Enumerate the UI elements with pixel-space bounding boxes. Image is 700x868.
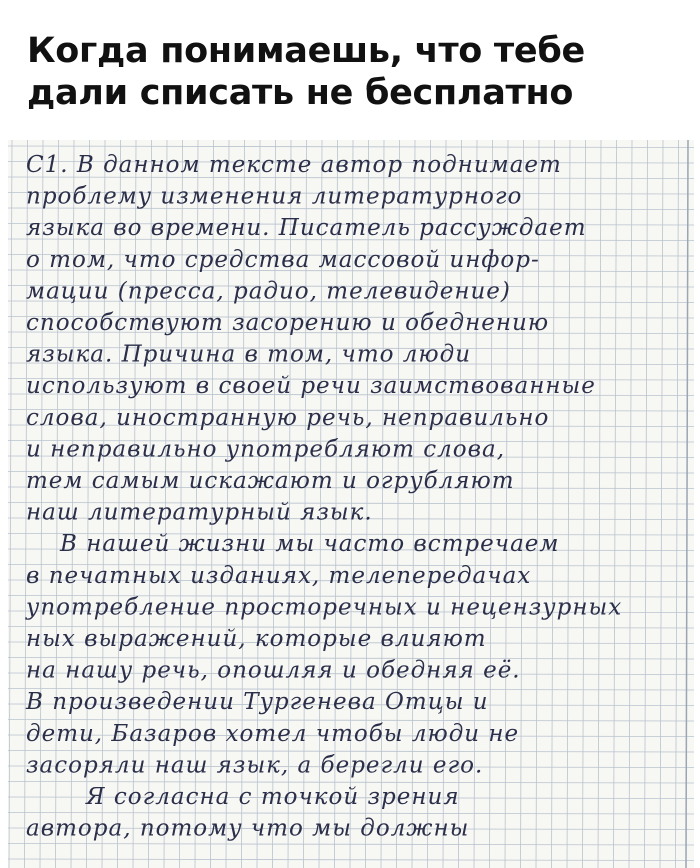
handwritten-line: автора, потому что мы должны (26, 815, 470, 842)
handwritten-line: языка. Причина в том, что люди (26, 341, 472, 368)
handwritten-line: наш литературный язык. (26, 499, 373, 526)
handwritten-line: мации (пресса, радио, телевидение) (26, 278, 511, 305)
handwritten-line: в печатных изданиях, телепередачах (26, 562, 532, 589)
notebook-page (8, 140, 694, 868)
handwritten-line: В нашей жизни мы часто встречаем (60, 531, 560, 558)
meme-caption (27, 30, 677, 114)
handwritten-line: ных выражений, которые влияют (26, 626, 487, 652)
handwritten-line: на нашу речь, опошляя и обедняя её. (26, 657, 521, 684)
handwritten-line: способствуют засорению и обеднению (26, 310, 550, 336)
notebook-photo (8, 140, 694, 868)
handwritten-line: дети, Базаров хотел чтобы люди не (26, 720, 520, 747)
handwritten-line: Я согласна с точкой зрения (86, 784, 460, 810)
handwritten-line: В произведении Тургенева Отцы и (26, 689, 489, 716)
caption-line-2: дали списать не бесплатно (27, 73, 574, 113)
handwritten-line: и неправильно употребляют слова, (26, 436, 506, 463)
handwritten-line: слова, иностранную речь, неправильно (26, 404, 550, 431)
handwritten-line: языка во времени. Писатель рассуждает (26, 215, 587, 242)
handwritten-line: С1. В данном тексте автор поднимает (26, 152, 562, 178)
caption-line-1: Когда понимаешь, что тебе (27, 31, 585, 71)
handwritten-line: проблему изменения литературного (26, 183, 523, 210)
handwritten-line: используют в своей речи заимствованные (26, 373, 596, 400)
handwritten-line: тем самым искажают и огрубляют (26, 468, 515, 494)
handwritten-line: засоряли наш язык, а берегли его. (26, 752, 484, 779)
handwritten-line: о том, что средства массовой инфор- (26, 246, 540, 273)
handwritten-line: употребление просторечных и нецензурных (26, 594, 623, 621)
